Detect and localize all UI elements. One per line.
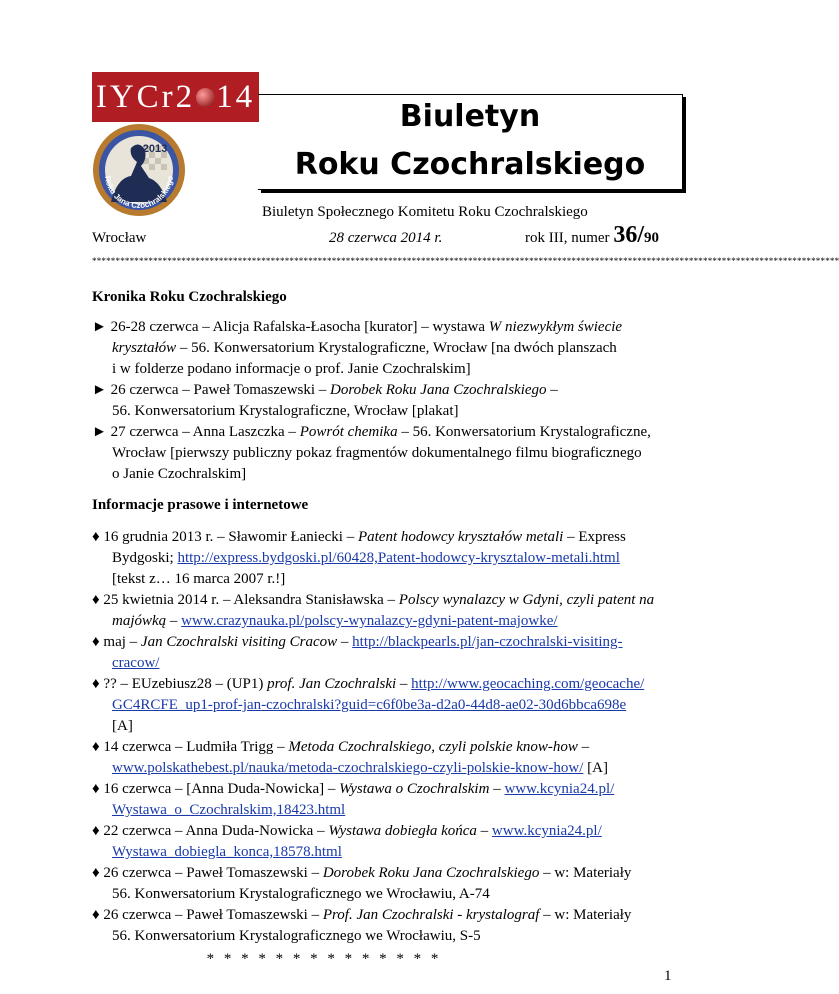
bulletin-title: Biuletyn xyxy=(399,99,541,134)
title-box xyxy=(258,94,683,190)
seal-year: 2013 xyxy=(142,143,168,155)
arrow-bullet-icon: ► xyxy=(92,382,107,398)
press-link[interactable]: www.polskathebest.pl/nauka/metoda-czochralskiego-czyli-polskie-know-how/ xyxy=(112,760,584,776)
diamond-bullet-icon: ♦ xyxy=(92,529,100,545)
kronika-item: ► 27 czerwca – Anna Laszczka – Powrót chemika – 56. Konwersatorium Krystalograficzne, Wrocław [pierwszy publiczny pokaz fragmentów dokumentalnego filmu biograficznego o Janie Czochralskim] xyxy=(92,424,651,482)
issue-total: 90 xyxy=(643,230,659,246)
press-link[interactable]: http://www.geocaching.com/geocache/ xyxy=(411,676,645,692)
press-link[interactable]: http://blackpearls.pl/jan-czochralski-visiting- xyxy=(352,634,623,650)
logo-suffix: 14 xyxy=(216,78,256,115)
diamond-bullet-icon: ♦ xyxy=(92,676,100,692)
section-heading-prasa: Informacje prasowe i internetowe xyxy=(92,497,309,513)
iycr2014-logo xyxy=(92,72,259,122)
page-number: 1 xyxy=(664,968,672,984)
logo-prefix: IYCr2 xyxy=(95,78,196,115)
arrow-bullet-icon: ► xyxy=(92,319,107,335)
bulletin-title-line2: Roku Czochralskiego xyxy=(294,147,646,182)
bulletin-subtitle: Biuletyn Społecznego Komitetu Roku Czochralskiego xyxy=(262,204,588,220)
press-item: ♦ 16 czerwca – [Anna Duda-Nowicka] – Wystawa o Czochralskim – www.kcynia24.pl/ Wystawa_o_Czochralskim,18423.html xyxy=(92,781,615,818)
issue-date: 28 czerwca 2014 r. xyxy=(329,230,443,246)
press-item: ♦ 25 kwietnia 2014 r. – Aleksandra Stanisławska – Polscy wynalazcy w Gdyni, czyli patent na majówką – www.crazynauka.pl/polscy-wynalazcy-gdyni-patent-majowke/ xyxy=(92,592,655,629)
czochralski-year-seal xyxy=(91,122,187,218)
kronika-item: ► 26-28 czerwca – Alicja Rafalska-Łasocha [kurator] – wystawa W niezwykłym świecie kryształów – 56. Konwersatorium Krystalograficzne, Wrocław [na dwóch planszach i w folderze podano informacje o prof. Janie Czochralskim] xyxy=(92,319,623,377)
diamond-bullet-icon: ♦ xyxy=(92,865,100,881)
press-item: ♦ maj – Jan Czochralski visiting Cracow – http://blackpearls.pl/jan-czochralski-visiting- cracow/ xyxy=(92,634,623,671)
press-link[interactable]: GC4RCFE_up1-prof-jan-czochralski?guid=c6f0be3a-d2a0-44d8-ae02-30d6bbca698e xyxy=(112,697,627,713)
arrow-bullet-icon: ► xyxy=(92,424,107,440)
press-link[interactable]: http://express.bydgoski.pl/60428,Patent-hodowcy-krysztalow-metali.html xyxy=(177,550,620,566)
city: Wrocław xyxy=(92,230,147,246)
press-item: ♦ 26 czerwca – Paweł Tomaszewski – Prof. Jan Czochralski - krystalograf – w: Materiały 56. Konwersatorium Krystalograficznego we Wrocławiu, S-5 xyxy=(92,907,632,944)
press-item: ♦ 22 czerwca – Anna Duda-Nowicka – Wystawa dobiegła końca – www.kcynia24.pl/ Wystawa_dobiegla_konca,18578.html xyxy=(92,823,602,860)
end-separator: * * * * * * * * * * * * * * xyxy=(206,951,442,967)
press-link[interactable]: Wystawa_dobiegla_konca,18578.html xyxy=(112,844,342,860)
press-link[interactable]: www.crazynauka.pl/polscy-wynalazcy-gdyni-patent-majowke/ xyxy=(181,613,558,629)
press-link[interactable]: Wystawa_o_Czochralskim,18423.html xyxy=(112,802,346,818)
seal-text: Roku Jana Czochralskiego xyxy=(102,175,175,211)
press-item: ♦ 16 grudnia 2013 r. – Sławomir Łaniecki – Patent hodowcy kryształów metali – Express Bydgoski; http://express.bydgoski.pl/60428,Patent-hodowcy-krysztalow-metali.html [tekst z… 16 marca 2007 r.!] xyxy=(92,529,626,587)
press-item: ♦ 26 czerwca – Paweł Tomaszewski – Dorobek Roku Jana Czochralskiego – w: Materiały 56. Konwersatorium Krystalograficznego we Wrocławiu, A-74 xyxy=(92,865,632,902)
press-item: ♦ ?? – EUzebiusz28 – (UP1) prof. Jan Czochralski – http://www.geocaching.com/geocache/ GC4RCFE_up1-prof-jan-czochralski?guid=c6f0be3a-d2a0-44d8-ae02-30d6bbca698e [A] xyxy=(92,676,645,734)
diamond-bullet-icon: ♦ xyxy=(92,634,100,650)
diamond-bullet-icon: ♦ xyxy=(92,907,100,923)
kronika-item: ► 26 czerwca – Paweł Tomaszewski – Dorobek Roku Jana Czochralskiego – 56. Konwersatorium Krystalograficzne, Wrocław [plakat] xyxy=(92,382,558,419)
issue-number xyxy=(525,222,659,249)
diamond-bullet-icon: ♦ xyxy=(92,739,100,755)
press-link[interactable]: www.kcynia24.pl/ xyxy=(504,781,615,797)
volume-label: rok III, numer xyxy=(525,230,610,246)
crystal-ball-icon xyxy=(196,88,215,107)
section-heading-kronika: Kronika Roku Czochralskiego xyxy=(92,289,287,305)
press-link[interactable]: cracow/ xyxy=(112,655,160,671)
issue-no: 36/ xyxy=(613,222,644,248)
diamond-bullet-icon: ♦ xyxy=(92,823,100,839)
press-link[interactable]: www.kcynia24.pl/ xyxy=(491,823,602,839)
press-item: ♦ 14 czerwca – Ludmiła Trigg – Metoda Czochralskiego, czyli polskie know-how – www.polskathebest.pl/nauka/metoda-czochralskiego-czyli-polskie-know-how/ [A] xyxy=(92,739,608,776)
diamond-bullet-icon: ♦ xyxy=(92,592,100,608)
diamond-bullet-icon: ♦ xyxy=(92,781,100,797)
header-separator: *************************************************************************************************************************************************************** xyxy=(92,256,839,266)
